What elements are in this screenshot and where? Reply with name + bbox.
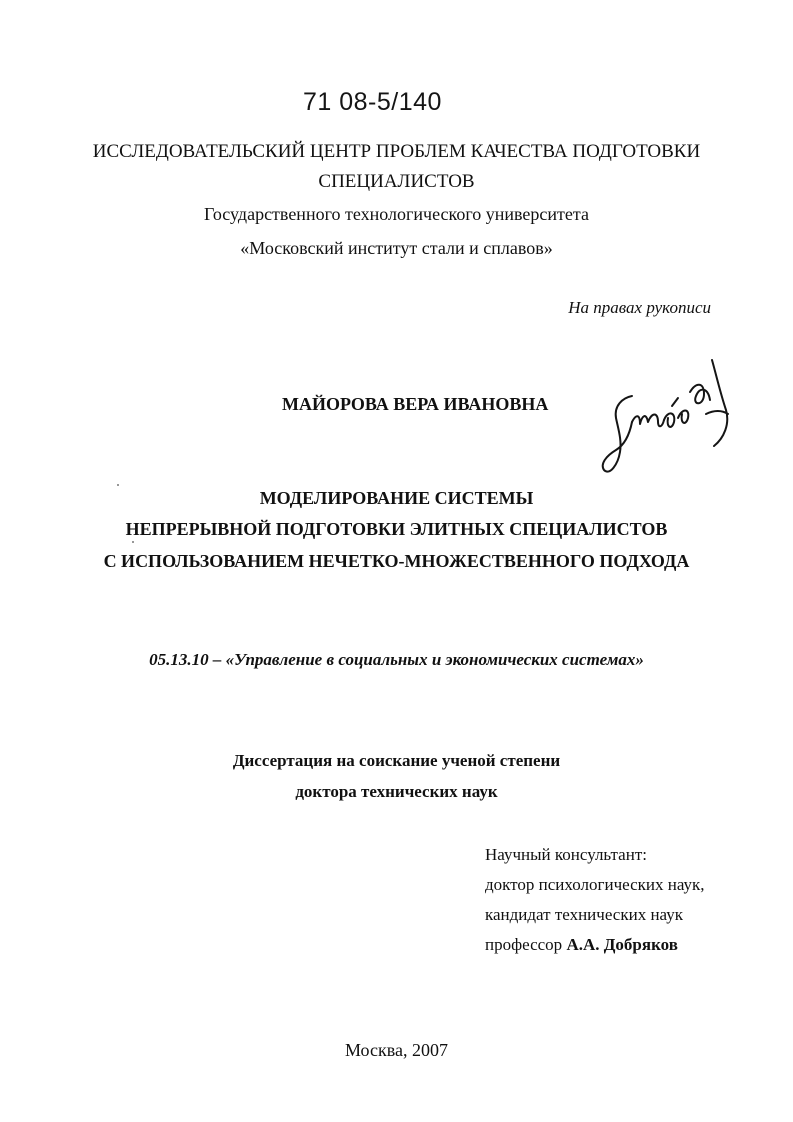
- consultant-name: А.А. Добряков: [566, 935, 678, 954]
- dissertation-title-line-1: МОДЕЛИРОВАНИЕ СИСТЕМЫ: [259, 488, 534, 508]
- author-name: МАЙОРОВА ВЕРА ИВАНОВНА: [282, 394, 549, 414]
- archive-stamp-number: 71 08-5/140: [303, 88, 442, 116]
- consultant-degree-1: доктор психологических наук,: [485, 875, 705, 894]
- scientific-consultant-block: [485, 840, 705, 960]
- university-name: Государственного технологического университета: [204, 204, 589, 224]
- degree-line-1: Диссертация на соискание ученой степени: [232, 751, 561, 770]
- city-year: Москва, 2007: [345, 1040, 448, 1060]
- manuscript-rights-note: На правах рукописи: [568, 298, 711, 317]
- author-signature: [592, 352, 750, 480]
- dissertation-title-line-2: НЕПРЕРЫВНОЙ ПОДГОТОВКИ ЭЛИТНЫХ СПЕЦИАЛИСТОВ: [125, 519, 668, 539]
- consultant-rank: профессор: [485, 935, 567, 954]
- institution-name-line-2: СПЕЦИАЛИСТОВ: [318, 171, 475, 192]
- consultant-degree-2: кандидат технических наук: [485, 905, 683, 924]
- institution-name-line-1: ИССЛЕДОВАТЕЛЬСКИЙ ЦЕНТР ПРОБЛЕМ КАЧЕСТВА ПОДГОТОВКИ: [92, 141, 701, 162]
- dissertation-title-line-3: С ИСПОЛЬЗОВАНИЕМ НЕЧЕТКО-МНОЖЕСТВЕННОГО ПОДХОДА: [103, 551, 690, 571]
- specialty-code: 05.13.10 – «Управление в социальных и экономических системах»: [149, 650, 644, 669]
- consultant-label: Научный консультант:: [485, 845, 647, 864]
- scan-speck: [117, 484, 119, 486]
- degree-line-2: доктора технических наук: [295, 782, 498, 801]
- scan-speck: [132, 541, 134, 543]
- institute-name: «Московский институт стали и сплавов»: [240, 238, 553, 258]
- consultant-title: [485, 930, 705, 960]
